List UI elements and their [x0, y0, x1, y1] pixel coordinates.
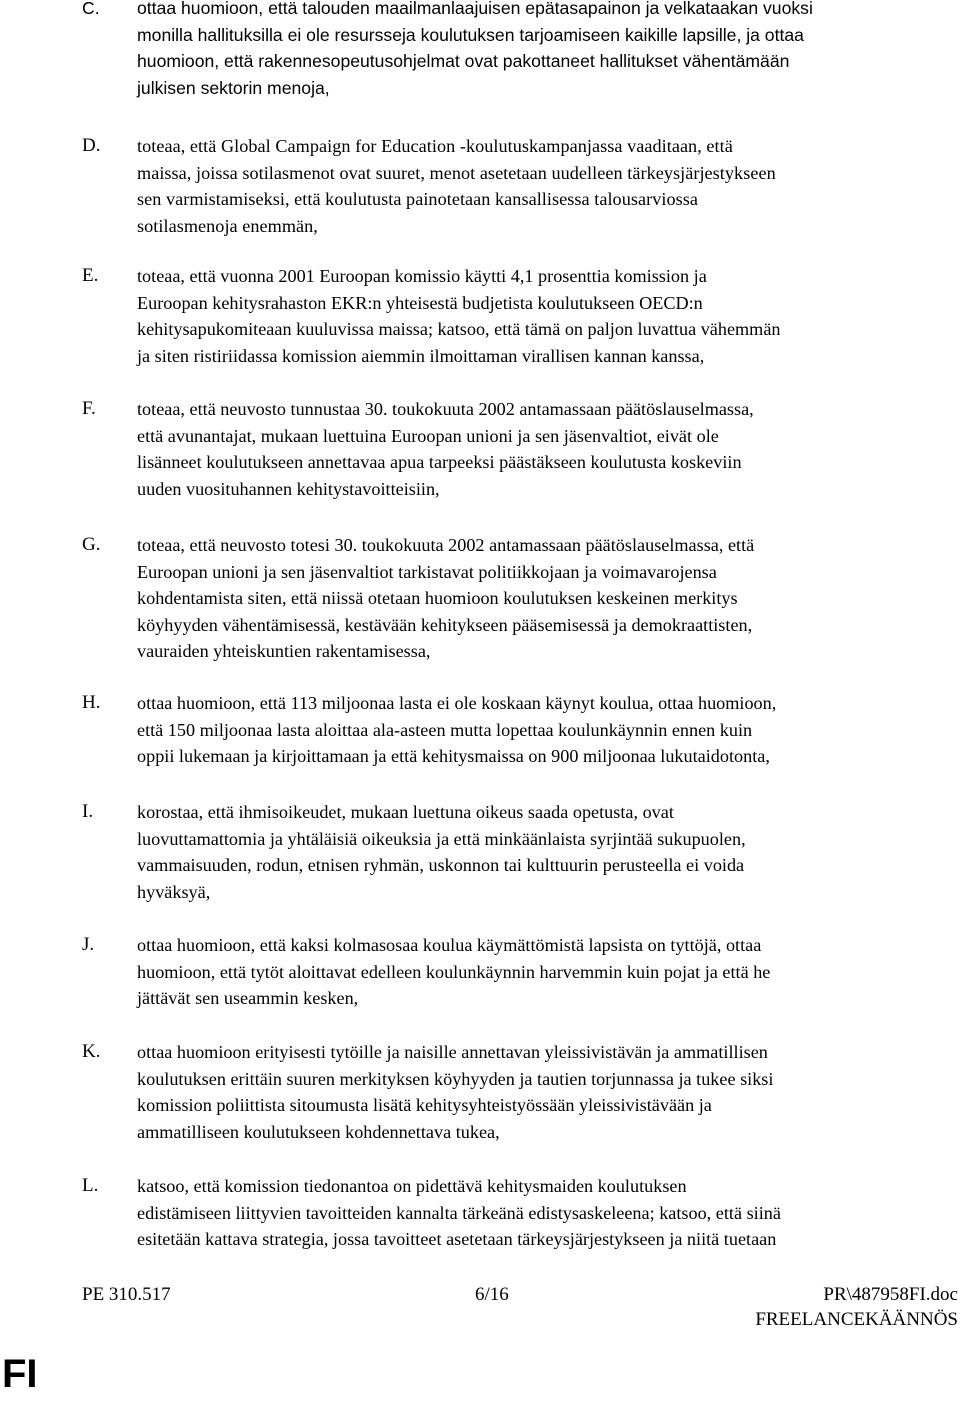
clause-letter: I.: [82, 801, 94, 822]
clause-letter: C.: [82, 0, 100, 18]
clause-letter: J.: [82, 934, 95, 955]
text-line: koulutuksen erittäin suuren merkityksen köyhyyden ja tautien torjunnassa ja tukee siksi: [137, 1068, 774, 1089]
clause-letter: E.: [82, 265, 99, 286]
footer-page-number: 6/16: [475, 1284, 509, 1305]
clause-letter: F.: [82, 398, 96, 419]
clause-text: [137, 263, 960, 369]
text-line: kehitysapukomiteaan kuuluvissa maissa; katsoo, että tämä on paljon luvattua vähemmän: [137, 319, 781, 339]
text-line: sotilasmenoja enemmän,: [137, 215, 318, 236]
text-line: ottaa huomioon, että talouden maailmanlaajuisen epätasapainon ja velkataakan vuoksi: [137, 0, 813, 18]
clause-letter: H.: [82, 692, 101, 713]
text-line: maissa, joissa sotilasmenot ovat suuret, menot asetetaan uudelleen tärkeysjärjestykseen: [137, 162, 776, 183]
clause-text: [137, 1039, 960, 1145]
text-line: toteaa, että neuvosto totesi 30. toukokuuta 2002 antamassaan päätöslauselmassa, että: [137, 535, 755, 555]
text-line: että avunantajat, mukaan luettuina Euroopan unioni ja sen jäsenvaltiot, eivät ole: [137, 425, 719, 446]
text-line: ottaa huomioon, että kaksi kolmasosaa koulua käymättömistä lapsista on tyttöjä, ottaa: [137, 935, 762, 955]
text-line: korostaa, että ihmisoikeudet, mukaan luettuna oikeus saada opetusta, ovat: [137, 802, 674, 822]
text-line: toteaa, että neuvosto tunnustaa 30. toukokuuta 2002 antamassaan päätöslauselmassa,: [137, 399, 754, 419]
text-line: monilla hallituksilla ei ole resursseja koulutuksen tarjoamiseen kaikille lapsille, ja ottaa: [137, 24, 804, 45]
text-line: sen varmistamiseksi, että koulutusta painotetaan kansallisessa talousarviossa: [137, 189, 698, 209]
clause-text: [137, 396, 960, 502]
footer-translator: FREELANCEKÄÄNNÖS: [755, 1309, 958, 1330]
text-line: vauraiden yhteiskuntien rakentamisessa,: [137, 641, 431, 661]
clause-text: [137, 690, 960, 770]
text-line: uuden vuosituhannen kehitystavoitteisiin,: [137, 478, 440, 499]
text-line: toteaa, että Global Campaign for Education -koulutuskampanjassa vaaditaan, että: [137, 136, 733, 156]
language-code: FI: [2, 1352, 38, 1396]
footer-file-name: PR\487958FI.doc: [823, 1284, 958, 1305]
text-line: luovuttamattomia ja yhtäläisiä oikeuksia ja että minkäänlaista syrjintää sukupuolen,: [137, 828, 746, 849]
text-line: Euroopan kehitysrahaston EKR:n yhteisestä budjetista koulutukseen OECD:n: [137, 292, 703, 313]
clause-text: [137, 532, 960, 665]
text-line: jättävät sen useammin kesken,: [137, 988, 359, 1008]
text-line: köyhyyden vähentämisessä, kestävään kehitykseen pääsemisessä ja demokraattisten,: [137, 614, 753, 635]
text-line: ja siten ristiriidassa komission aiemmin ilmoittaman virallisen kannan kanssa,: [137, 345, 705, 366]
clause-text: [137, 1173, 960, 1253]
text-line: esitetään kattava strategia, jossa tavoitteet asetetaan tärkeysjärjestykseen ja niitä tuetaan: [137, 1229, 777, 1249]
clause-text: [137, 133, 960, 239]
text-line: julkisen sektorin menoja,: [137, 77, 330, 98]
text-line: edistämiseen liittyvien tavoitteiden kannalta tärkeänä edistysaskeleena; katsoo, että siinä: [137, 1202, 781, 1223]
clause-letter: K.: [82, 1041, 101, 1062]
text-line: ottaa huomioon erityisesti tytöille ja naisille annettavan yleissivistävän ja ammatillisen: [137, 1042, 768, 1062]
clause-letter: G.: [82, 534, 101, 555]
text-line: kohdentamista siten, että niissä otetaan huomioon koulutuksen keskeinen merkitys: [137, 588, 738, 608]
text-line: huomioon, että rakennesopeutusohjelmat ovat pakottaneet hallitukset vähentämään: [137, 51, 790, 71]
text-line: huomioon, että tytöt aloittavat edelleen koulunkäynnin harvemmin kuin pojat ja että he: [137, 961, 771, 982]
text-line: oppii lukemaan ja kirjoittamaan ja että kehitysmaissa on 900 miljoonaa lukutaidotonta,: [137, 746, 770, 766]
text-line: ammatilliseen koulutukseen kohdennettava tukea,: [137, 1121, 500, 1142]
text-line: että 150 miljoonaa lasta aloittaa ala-asteen mutta lopettaa koulunkäynnin ennen kuin: [137, 719, 753, 740]
text-line: katsoo, että komission tiedonantoa on pidettävä kehitysmaiden koulutuksen: [137, 1176, 687, 1196]
text-line: toteaa, että vuonna 2001 Euroopan komissio käytti 4,1 prosenttia komission ja: [137, 266, 707, 286]
text-line: ottaa huomioon, että 113 miljoonaa lasta ei ole koskaan käynyt koulua, ottaa huomioon,: [137, 693, 777, 713]
text-line: lisänneet koulutukseen annettavaa apua tarpeeksi päästäkseen koulutusta koskeviin: [137, 452, 742, 472]
text-line: komission poliittista sitoumusta lisätä kehitysyhteistyössään yleissivistävään ja: [137, 1095, 712, 1115]
text-line: Euroopan unioni ja sen jäsenvaltiot tarkistavat politiikkojaan ja voimavarojensa: [137, 561, 717, 582]
clause-text: [137, 799, 960, 905]
clause-text: [137, 932, 960, 1012]
text-line: vammaisuuden, rodun, etnisen ryhmän, uskonnon tai kulttuurin perusteella ei voida: [137, 855, 745, 875]
footer-doc-ref: PE 310.517: [82, 1284, 171, 1305]
text-line: hyväksyä,: [137, 881, 211, 902]
clause-letter: D.: [82, 135, 101, 156]
clause-text: [137, 0, 960, 101]
clause-letter: L.: [82, 1175, 99, 1196]
